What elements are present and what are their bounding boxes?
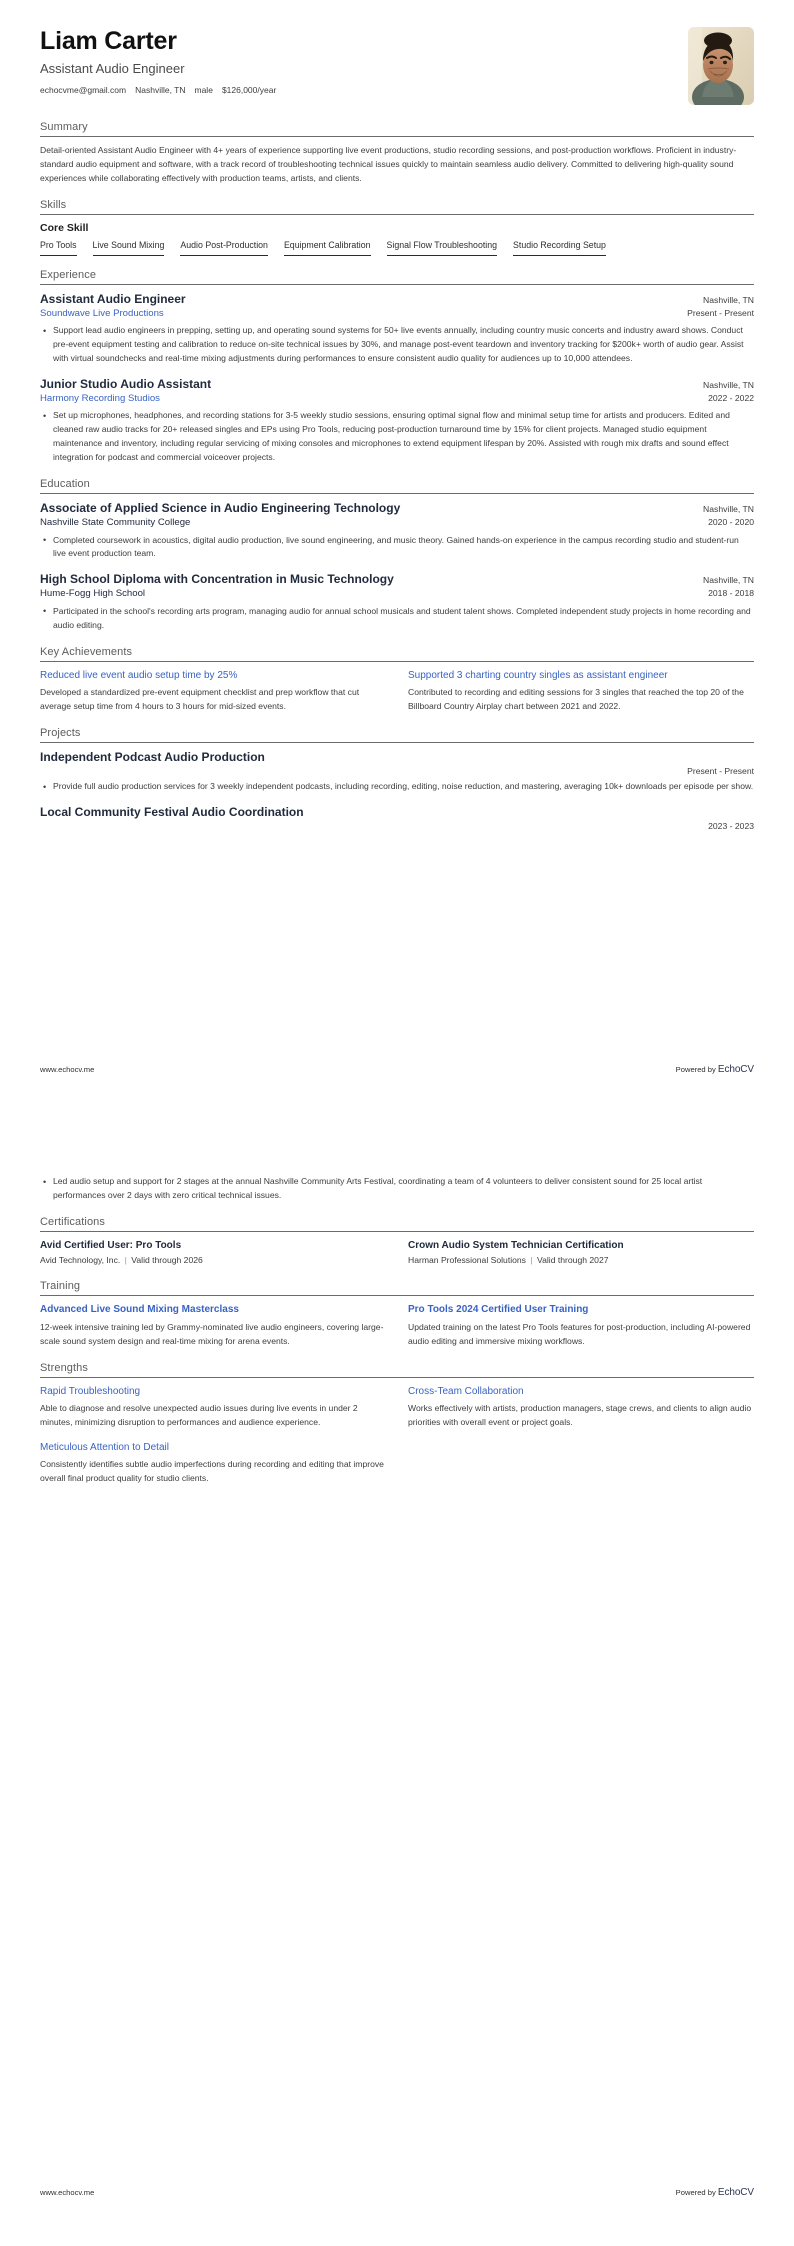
footer-brand-name: EchoCV	[717, 1064, 754, 1075]
skill-tag: Audio Post-Production	[180, 240, 268, 256]
entry-organization: Nashville State Community College	[40, 517, 191, 529]
footer-brand-name: EchoCV	[717, 2187, 754, 2198]
project-continuation	[40, 1175, 754, 1203]
section-training	[40, 1280, 754, 1348]
certification-meta	[40, 1254, 386, 1267]
contact-location: Nashville, TN	[135, 85, 186, 96]
entry-title: Assistant Audio Engineer	[40, 291, 186, 306]
entry-bullet-list	[40, 534, 754, 562]
training-title: Advanced Live Sound Mixing Masterclass	[40, 1304, 239, 1316]
section-title-projects: Projects	[40, 727, 81, 739]
entry-location: Nashville, TN	[703, 379, 754, 390]
header-text-block	[40, 26, 276, 96]
certification-item	[408, 1239, 754, 1267]
certification-item	[40, 1239, 386, 1267]
experience-entry	[40, 292, 754, 366]
certification-meta	[408, 1254, 754, 1267]
certification-issuer: Harman Professional Solutions	[408, 1255, 526, 1266]
entry-title: Independent Podcast Audio Production	[40, 750, 265, 764]
entry-dates: 2023 - 2023	[708, 820, 754, 831]
section-title-summary: Summary	[40, 121, 88, 133]
training-grid	[40, 1303, 754, 1348]
footer-brand	[676, 2187, 754, 2198]
section-skills	[40, 199, 754, 256]
key-achievement-title: Reduced live event audio setup time by 25%	[40, 669, 238, 681]
meta-divider-icon: |	[530, 1255, 533, 1266]
section-title-strengths: Strengths	[40, 1361, 88, 1374]
experience-entry	[40, 377, 754, 465]
entry-location: Nashville, TN	[703, 575, 754, 586]
certification-validity: Valid through 2027	[537, 1255, 609, 1266]
education-entry	[40, 501, 754, 561]
section-title-experience: Experience	[40, 268, 97, 281]
key-achievement-grid	[40, 669, 754, 714]
entry-location: Nashville, TN	[703, 504, 754, 515]
entry-organization[interactable]: Harmony Recording Studios	[40, 392, 160, 404]
strength-grid	[40, 1385, 754, 1487]
certification-grid	[40, 1239, 754, 1267]
entry-title: Associate of Applied Science in Audio Engineering Technology	[40, 501, 401, 516]
certification-title: Crown Audio System Technician Certification	[408, 1239, 624, 1251]
section-divider	[40, 661, 754, 662]
footer-brand	[676, 1064, 754, 1075]
avatar	[688, 27, 754, 105]
contact-gender: male	[194, 85, 213, 96]
training-text: 12-week intensive training led by Grammy-nominated live audio engineers, covering large-scale sound system design and real-time mixing for arena events.	[40, 1321, 384, 1346]
key-achievement-text: Developed a standardized pre-event equipment checklist and prep workflow that cut average setup time from 4 hours to 3 hours for mid-sized events.	[40, 687, 360, 712]
strength-title: Cross-Team Collaboration	[408, 1385, 524, 1397]
skill-tag: Equipment Calibration	[284, 240, 371, 256]
header-job-title: Assistant Audio Engineer	[40, 60, 185, 76]
skill-group-name: Core Skill	[40, 221, 89, 234]
entry-bullet-list	[40, 409, 754, 465]
entry-bullet-list	[40, 780, 754, 794]
footer-powered-by-label: Powered by	[675, 2188, 716, 2197]
section-title-skills: Skills	[40, 198, 67, 211]
footer-website-link[interactable]: www.echocv.me	[40, 1065, 95, 1074]
strength-title: Rapid Troubleshooting	[40, 1385, 141, 1397]
section-education	[40, 478, 754, 633]
strength-text: Works effectively with artists, production managers, stage crews, and clients to align audio priorities with overall event or project goals.	[408, 1403, 752, 1427]
section-projects	[40, 727, 754, 831]
entry-bullet: • Support lead audio engineers in prepping, setting up, and operating sound systems for 50+ live events annually, including country music concerts and industry award shows. Conduct pre-event equipment testing and calibration to reduce on-site technical issues by 30%, and manage post-event teardown and inventory tracking for $200k+ worth of audio gear. Assist with virtual soundchecks and real-time mixing adjustments during performances to ensure consistent audio quality for audiences up to 10,000 attendees.	[52, 324, 754, 366]
skill-tag-list	[40, 240, 754, 256]
strength-text: Able to diagnose and resolve unexpected audio issues during live events in under 2 minutes, minimizing disruption to performances and audience experience.	[40, 1403, 358, 1427]
section-divider	[40, 1231, 754, 1232]
entry-title: Junior Studio Audio Assistant	[40, 376, 212, 391]
contact-line	[40, 85, 276, 96]
page-footer	[40, 1064, 754, 1075]
section-divider	[40, 1295, 754, 1296]
entry-bullet-list	[40, 324, 754, 366]
footer-powered-by-label: Powered by	[675, 1065, 716, 1074]
entry-dates: 2018 - 2018	[708, 588, 754, 599]
skill-tag: Signal Flow Troubleshooting	[387, 240, 498, 256]
entry-title: Local Community Festival Audio Coordination	[40, 804, 304, 819]
entry-dates: Present - Present	[687, 766, 754, 776]
footer-website-link[interactable]: www.echocv.me	[40, 2188, 95, 2197]
meta-divider-icon: |	[124, 1255, 127, 1266]
section-divider	[40, 493, 754, 494]
key-achievement-item	[40, 669, 386, 714]
entry-bullet: • Provide full audio production services for 3 weekly independent podcasts, including recording, editing, noise reduction, and mastering, averaging 10k+ downloads per episode per show.	[52, 780, 754, 794]
section-key-achievements	[40, 646, 754, 714]
training-item	[40, 1303, 386, 1348]
strength-item	[40, 1441, 386, 1486]
certification-validity: Valid through 2026	[131, 1255, 203, 1266]
entry-bullet-list	[40, 1175, 754, 1203]
section-summary	[40, 121, 754, 186]
key-achievement-title: Supported 3 charting country singles as assistant engineer	[408, 669, 668, 681]
entry-dates: Present - Present	[687, 307, 754, 318]
strength-title: Meticulous Attention to Detail	[40, 1441, 169, 1453]
section-title-training: Training	[40, 1280, 81, 1293]
education-entry	[40, 572, 754, 632]
section-title-key-achievements: Key Achievements	[40, 645, 133, 658]
skill-tag: Live Sound Mixing	[93, 240, 165, 256]
contact-email: echocvme@gmail.com	[40, 85, 127, 96]
resume-header	[40, 26, 754, 105]
strength-item	[40, 1385, 386, 1430]
project-entry	[40, 750, 754, 794]
entry-dates: 2022 - 2022	[708, 392, 754, 403]
certification-title: Avid Certified User: Pro Tools	[40, 1239, 182, 1251]
key-achievement-text: Contributed to recording and editing sessions for 3 singles that reached the top 20 of the Billboard Country Airplay chart between 2021 and 2022.	[408, 687, 744, 712]
section-experience	[40, 269, 754, 465]
contact-salary: $126,000/year	[221, 85, 277, 96]
section-divider	[40, 284, 754, 285]
entry-location: Nashville, TN	[703, 294, 754, 305]
section-divider	[40, 742, 754, 743]
training-item	[408, 1303, 754, 1348]
page-footer	[40, 2187, 754, 2198]
section-title-education: Education	[40, 478, 90, 491]
section-divider	[40, 1377, 754, 1378]
entry-title: High School Diploma with Concentration in Music Technology	[40, 572, 394, 587]
section-strengths	[40, 1362, 754, 1487]
skill-tag: Pro Tools	[40, 240, 77, 256]
entry-bullet: • Completed coursework in acoustics, digital audio production, live sound engineering, and music theory. Gained hands-on experience in the campus recording studio and student-run live event production team.	[52, 534, 754, 562]
strength-item	[408, 1385, 754, 1430]
training-title: Pro Tools 2024 Certified User Training	[408, 1304, 589, 1316]
section-certifications	[40, 1216, 754, 1267]
entry-bullet: • Set up microphones, headphones, and recording stations for 3-5 weekly studio sessions, ensuring optimal signal flow and minimal setup time for artists and producers. Edited and cleaned raw audio tracks for 20+ released singles and EPs using Pro Tools, reducing post-production turnaround time by 15% for client projects. Managed studio equipment maintenance and inventory, including regular servicing of mixing consoles and microphones to extend equipment lifespan by 20%. Assisted with rough mix drafts and sound effect integration for podcast and commercial voiceover projects.	[52, 409, 754, 465]
section-divider	[40, 214, 754, 215]
summary-text: Detail-oriented Assistant Audio Engineer with 4+ years of experience supporting live event productions, studio recording sessions, and post-production workflows. Proficient in industry-standard audio equipment and software, with a track record of troubleshooting technical issues quickly to maintain seamless audio delivery. Committed to delivering high-quality sound experiences while collaborating effectively with production teams, artists, and clients.	[40, 145, 737, 183]
entry-dates: 2020 - 2020	[708, 517, 754, 528]
entry-organization[interactable]: Soundwave Live Productions	[40, 307, 164, 319]
key-achievement-item	[408, 669, 754, 714]
project-entry	[40, 805, 754, 831]
entry-organization: Hume-Fogg High School	[40, 588, 146, 600]
section-divider	[40, 136, 754, 137]
skill-tag: Studio Recording Setup	[513, 240, 606, 256]
page-title: Liam Carter	[40, 27, 177, 55]
strength-text: Consistently identifies subtle audio imperfections during recording and editing that improve overall final product quality for studio clients.	[40, 1459, 384, 1484]
entry-bullet-list	[40, 605, 754, 633]
resume-page-2	[0, 1123, 794, 2246]
training-text: Updated training on the latest Pro Tools features for post-production, including AI-powered audio editing and immersive mixing workflows.	[408, 1321, 751, 1346]
entry-bullet: • Led audio setup and support for 2 stages at the annual Nashville Community Arts Festival, coordinating a team of 4 volunteers to deliver consistent sound for 25 local artist performances over 2 days with zero critical technical issues.	[52, 1175, 754, 1203]
certification-issuer: Avid Technology, Inc.	[40, 1255, 121, 1266]
entry-bullet: • Participated in the school's recording arts program, managing audio for annual school musicals and student talent shows. Completed independent study projects in home recording and audio editing.	[52, 605, 754, 633]
section-title-certifications: Certifications	[40, 1215, 105, 1228]
